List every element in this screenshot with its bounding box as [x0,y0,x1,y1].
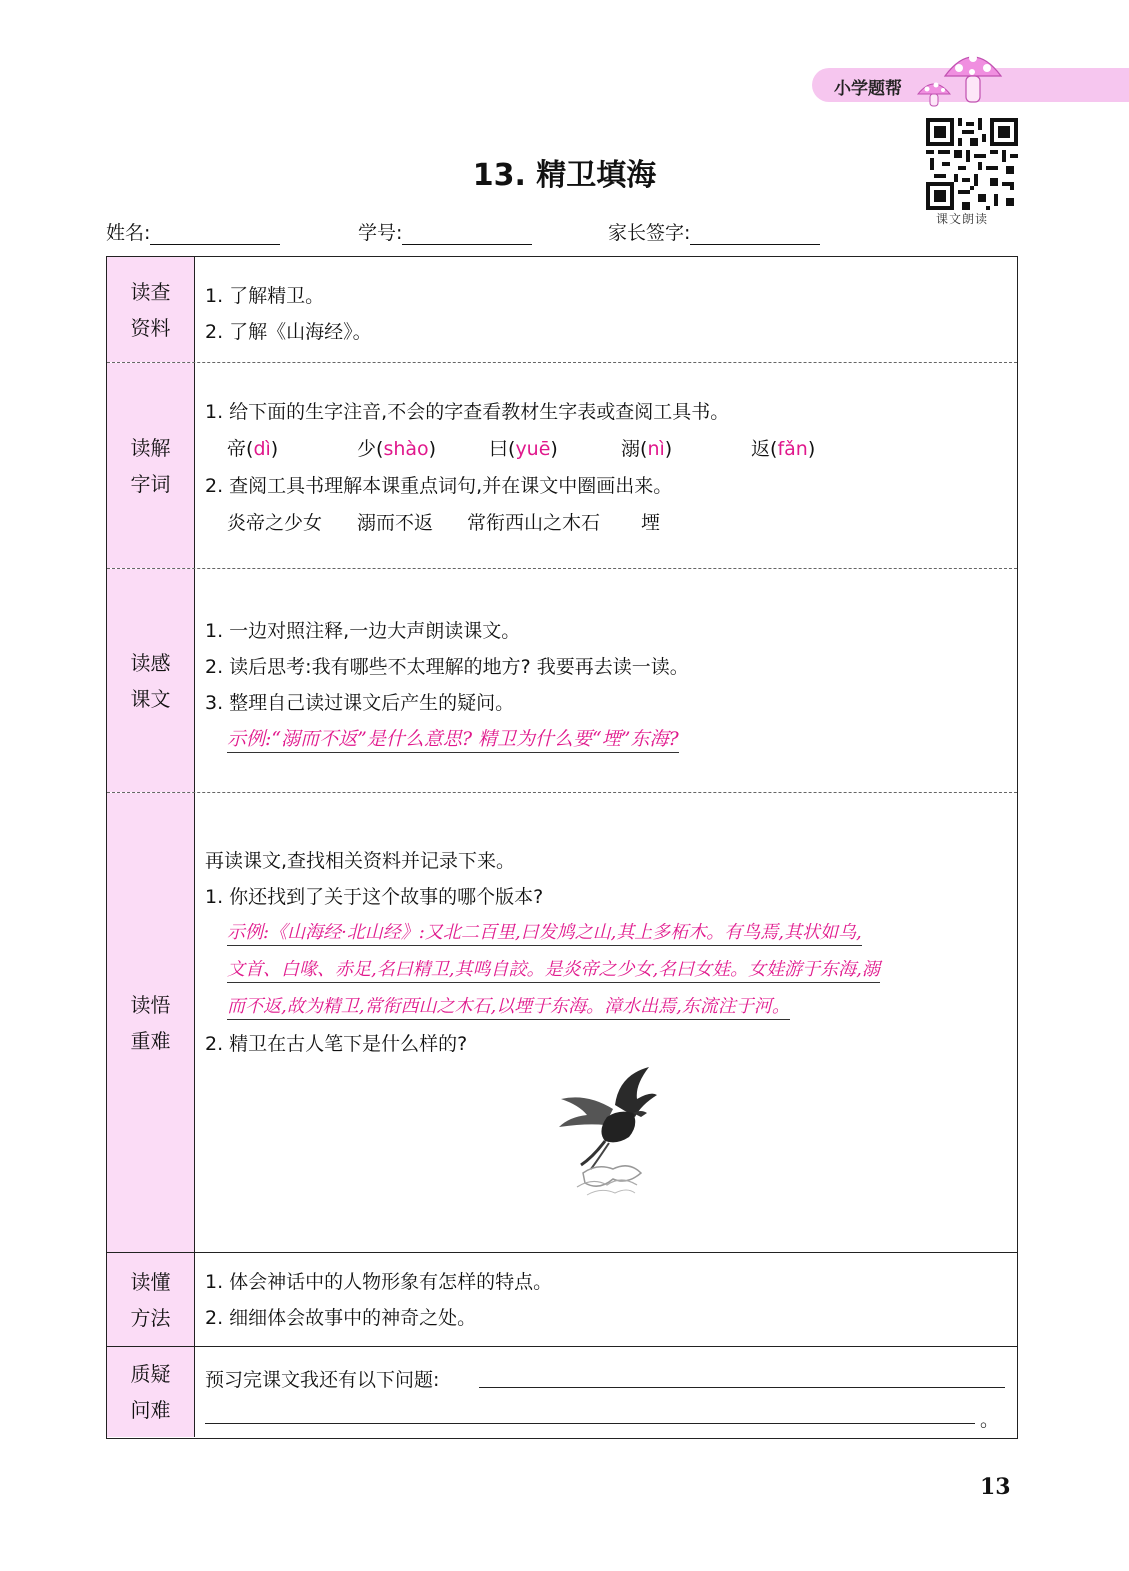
page-number: 13 [980,1474,1011,1500]
label-line: 重难 [130,1028,171,1053]
label-line: 读懂 [130,1269,171,1294]
task-line: 2. 细细体会故事中的神奇之处。 [205,1307,477,1329]
pinyin-item: 返(fǎn) [751,438,816,460]
section-label [107,363,195,568]
section-methods [107,1253,1017,1347]
label-line: 字词 [130,471,171,496]
brand-label: 小学题帮 [834,79,902,99]
section-label [107,1253,195,1346]
section-key-points [107,793,1017,1253]
character: 曰 [489,438,509,460]
label-line: 读查 [130,279,171,304]
label-line: 方法 [130,1305,171,1330]
character: 少 [357,438,377,460]
preview-table [106,256,1018,1439]
label-line: 读悟 [130,992,171,1017]
pinyin-answer: nì [647,438,665,460]
section-content [205,569,1005,792]
student-id-blank[interactable] [402,224,532,245]
task-line: 2. 读后思考:我有哪些不太理解的地方? 我要再去读一读。 [205,656,689,678]
name-label: 姓名: [106,222,151,244]
example-answer: 示例:“溺而不返”是什么意思? 精卫为什么要“堙”东海? [227,724,679,753]
label-line: 资料 [130,315,171,340]
pinyin-answer: fǎn [777,438,808,460]
question-line: 2. 精卫在古人笔下是什么样的? [205,1033,468,1055]
question-line: 1. 你还找到了关于这个故事的哪个版本? [205,886,544,908]
task-line: 1. 了解精卫。 [205,285,325,307]
label-line: 读解 [130,435,171,460]
name-field[interactable] [106,218,280,245]
section-label [107,793,195,1252]
task-line: 2. 查阅工具书理解本课重点词句,并在课文中圈画出来。 [205,475,673,497]
jingwei-bird-illustration [557,1065,667,1201]
section-questions [107,1347,1017,1437]
task-line: 2. 了解《山海经》。 [205,321,372,343]
section-read-materials [107,257,1017,363]
label-line: 课文 [130,686,171,711]
pinyin-item: 少(shào) [357,438,437,460]
section-content [205,1347,1005,1437]
key-word: 炎帝之少女 [227,512,323,534]
section-label [107,1347,195,1437]
character: 溺 [621,438,641,460]
section-content [205,1253,1005,1346]
task-line: 3. 整理自己读过课文后产生的疑问。 [205,692,515,714]
example-answer: 文首、白喙、赤足,名曰精卫,其鸣自詨。是炎帝之少女,名曰女娃。女娃游于东海,溺 [227,955,880,983]
parent-sign-label: 家长签字: [608,222,691,244]
pinyin-answer: dì [253,438,271,460]
student-id-label: 学号: [358,222,403,244]
key-word: 堙 [641,512,661,534]
task-line: 1. 体会神话中的人物形象有怎样的特点。 [205,1271,553,1293]
section-content [205,363,1005,568]
section-label [107,569,195,792]
parent-sign-blank[interactable] [690,224,820,245]
pinyin-item: 曰(yuē) [489,438,558,460]
pinyin-item: 溺(nì) [621,438,673,460]
label-line: 读感 [130,650,171,675]
label-line: 质疑 [130,1362,171,1386]
pinyin-item: 帝(dì) [227,438,279,460]
question-prompt: 预习完课文我还有以下问题: [205,1369,440,1391]
task-line: 1. 给下面的生字注音,不会的字查看教材生字表或查阅工具书。 [205,401,730,423]
question-answer-line[interactable] [479,1367,1005,1388]
section-content [205,793,1005,1252]
student-id-field[interactable] [358,218,532,245]
task-intro: 再读课文,查找相关资料并记录下来。 [205,850,516,872]
name-blank[interactable] [150,224,280,245]
qr-caption: 课文朗读 [936,212,989,226]
example-answer: 示例:《山海经·北山经》:又北二百里,曰发鸠之山,其上多柘木。有鸟焉,其状如乌, [227,918,862,946]
parent-sign-field[interactable] [608,218,820,245]
section-label [107,257,195,362]
question-answer-line[interactable] [205,1403,975,1424]
pinyin-answer: yuē [515,438,551,460]
section-content [205,257,1005,362]
section-words [107,363,1017,569]
key-word: 常衔西山之木石 [467,512,601,534]
example-answer: 而不返,故为精卫,常衔西山之木石,以堙于东海。漳水出焉,东流注于河。 [227,992,790,1020]
task-line: 1. 一边对照注释,一边大声朗读课文。 [205,620,521,642]
student-info-row [0,218,1129,246]
key-word: 溺而不返 [357,512,434,534]
character: 返 [751,438,771,460]
label-line: 问难 [130,1398,171,1422]
page-title: 13. 精卫填海 [472,158,657,193]
section-feel-text [107,569,1017,793]
large-mushroom-icon [942,44,1004,108]
end-mark: 。 [979,1409,999,1431]
pinyin-answer: shào [383,438,429,460]
character: 帝 [227,438,247,460]
